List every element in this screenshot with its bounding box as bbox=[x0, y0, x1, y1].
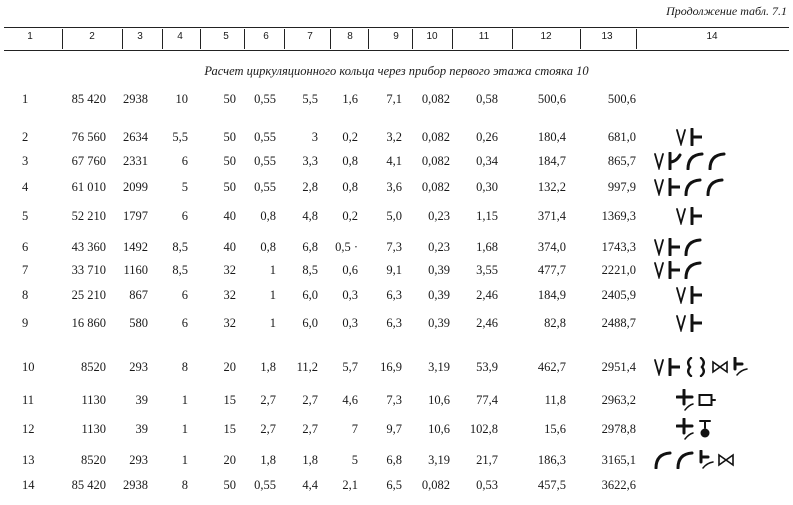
table-cell-col-3: 2938 bbox=[123, 92, 148, 106]
table-cell-col-5: 15 bbox=[223, 422, 236, 436]
cross-flow-icon bbox=[676, 418, 694, 440]
table-cell-col-5: 50 bbox=[223, 180, 236, 194]
table-cell-col-9: 9,1 bbox=[386, 263, 402, 277]
table-cell-col-12: 15,6 bbox=[544, 422, 566, 436]
header-separator bbox=[368, 29, 369, 49]
table-cell-col-10: 0,39 bbox=[428, 288, 450, 302]
table-cell-col-10: 0,39 bbox=[428, 263, 450, 277]
table-cell-col-6: 0,55 bbox=[254, 478, 276, 492]
table-cell-col-7: 3,3 bbox=[302, 154, 318, 168]
header-separator bbox=[162, 29, 163, 49]
table-cell-col-6: 1 bbox=[269, 316, 276, 330]
table-row bbox=[0, 88, 793, 110]
table-cell-col-9: 5,0 bbox=[386, 209, 402, 223]
table-cell-col-8: 0,3 bbox=[342, 288, 358, 302]
table-cell-col-12: 371,4 bbox=[537, 209, 566, 223]
header-separator bbox=[122, 29, 123, 49]
arrow-down-icon bbox=[676, 128, 686, 146]
table-cell-col-6: 1,8 bbox=[260, 453, 276, 467]
table-cell-col-12: 500,6 bbox=[537, 92, 566, 106]
table-cell-col-5: 50 bbox=[223, 478, 236, 492]
header-separator bbox=[284, 29, 285, 49]
table-cell-col-8: 2,1 bbox=[342, 478, 358, 492]
table-cell-col-2: 76 560 bbox=[71, 130, 106, 144]
header-separator bbox=[244, 29, 245, 49]
table-cell-col-6: 0,55 bbox=[254, 92, 276, 106]
table-cell-col-5: 15 bbox=[223, 393, 236, 407]
table-cell-col-7: 8,5 bbox=[302, 263, 318, 277]
table-cell-col-6: 1,8 bbox=[260, 360, 276, 374]
table-cell-col-7: 6,8 bbox=[302, 240, 318, 254]
table-cell-col-5: 50 bbox=[223, 130, 236, 144]
header-separator bbox=[330, 29, 331, 49]
cross-flow-icon bbox=[676, 389, 694, 411]
tee-icon bbox=[668, 261, 680, 279]
table-cell-col-10: 0,082 bbox=[421, 130, 450, 144]
table-cell-col-10: 0,23 bbox=[428, 209, 450, 223]
table-cell-col-11: 0,53 bbox=[476, 478, 498, 492]
table-cell-col-4: 8 bbox=[181, 360, 188, 374]
fitting-symbols bbox=[676, 418, 712, 440]
table-cell-col-6: 0,55 bbox=[254, 130, 276, 144]
table-cell-col-10: 0,39 bbox=[428, 316, 450, 330]
table-cell-col-10: 3,19 bbox=[428, 360, 450, 374]
fitting-symbols bbox=[676, 126, 702, 148]
arrow-down-icon bbox=[654, 152, 664, 170]
table-cell-col-2: 52 210 bbox=[71, 209, 106, 223]
table-cell-col-3: 2938 bbox=[123, 478, 148, 492]
table-cell-col-10: 10,6 bbox=[428, 422, 450, 436]
arrow-down-icon bbox=[654, 261, 664, 279]
table-cell-col-2: 1130 bbox=[81, 393, 106, 407]
table-cell-col-12: 11,8 bbox=[544, 393, 566, 407]
arrow-down-icon bbox=[676, 207, 686, 225]
table-cell-col-3: 2634 bbox=[123, 130, 148, 144]
table-cell-col-7: 4,8 bbox=[302, 209, 318, 223]
table-cell-col-3: 867 bbox=[129, 288, 148, 302]
table-row bbox=[0, 150, 793, 172]
column-header-12: 12 bbox=[540, 31, 552, 42]
table-cell-col-2: 16 860 bbox=[71, 316, 106, 330]
table-cell-col-9: 6,5 bbox=[386, 478, 402, 492]
table-cell-col-4: 8,5 bbox=[172, 263, 188, 277]
table-cell-col-2: 43 360 bbox=[71, 240, 106, 254]
valve-icon bbox=[718, 453, 734, 467]
header-separator bbox=[200, 29, 201, 49]
table-cell-col-2: 25 210 bbox=[71, 288, 106, 302]
elbow-icon bbox=[684, 238, 702, 256]
table-cell-col-11: 102,8 bbox=[469, 422, 498, 436]
table-cell-col-1: 12 bbox=[22, 422, 35, 436]
table-cell-col-12: 82,8 bbox=[544, 316, 566, 330]
table-cell-col-12: 477,7 bbox=[537, 263, 566, 277]
table-cell-col-10: 0,082 bbox=[421, 92, 450, 106]
table-cell-col-9: 6,3 bbox=[386, 316, 402, 330]
table-cell-col-13: 2951,4 bbox=[601, 360, 636, 374]
table-row bbox=[0, 356, 793, 378]
table-cell-col-7: 3 bbox=[311, 130, 318, 144]
table-cell-col-7: 6,0 bbox=[302, 316, 318, 330]
table-cell-col-2: 85 420 bbox=[71, 478, 106, 492]
table-cell-col-8: 0,6 bbox=[342, 263, 358, 277]
table-cell-col-8: 0,5 · bbox=[335, 240, 358, 254]
fitting-symbols bbox=[654, 150, 726, 172]
table-cell-col-2: 33 710 bbox=[71, 263, 106, 277]
fitting-symbols bbox=[654, 449, 734, 471]
table-cell-col-7: 5,5 bbox=[302, 92, 318, 106]
table-cell-col-7: 11,2 bbox=[296, 360, 318, 374]
table-cell-col-5: 32 bbox=[223, 288, 236, 302]
table-cell-col-9: 9,7 bbox=[386, 422, 402, 436]
table-cell-col-3: 580 bbox=[129, 316, 148, 330]
table-cell-col-10: 10,6 bbox=[428, 393, 450, 407]
table-cell-col-9: 3,6 bbox=[386, 180, 402, 194]
table-cell-col-12: 457,5 bbox=[537, 478, 566, 492]
elbow-icon bbox=[654, 451, 672, 469]
table-cell-col-3: 1160 bbox=[123, 263, 148, 277]
table-cell-col-13: 2221,0 bbox=[601, 263, 636, 277]
table-cell-col-6: 2,7 bbox=[260, 393, 276, 407]
table-row bbox=[0, 389, 793, 411]
table-cell-col-7: 1,8 bbox=[302, 453, 318, 467]
table-cell-col-3: 2099 bbox=[123, 180, 148, 194]
table-cell-col-4: 6 bbox=[181, 288, 188, 302]
table-cell-col-11: 2,46 bbox=[476, 316, 498, 330]
elbow-icon bbox=[676, 451, 694, 469]
table-cell-col-3: 39 bbox=[135, 393, 148, 407]
table-cell-col-6: 0,8 bbox=[260, 209, 276, 223]
table-cell-col-10: 0,082 bbox=[421, 180, 450, 194]
table-cell-col-8: 0,3 bbox=[342, 316, 358, 330]
elbow-icon bbox=[684, 178, 702, 196]
column-header-11: 11 bbox=[478, 31, 490, 42]
table-cell-col-12: 186,3 bbox=[537, 453, 566, 467]
table-cell-col-10: 3,19 bbox=[428, 453, 450, 467]
table-cell-col-8: 5 bbox=[351, 453, 358, 467]
table-row bbox=[0, 126, 793, 148]
table-cell-col-8: 0,8 bbox=[342, 154, 358, 168]
table-cell-col-5: 20 bbox=[223, 453, 236, 467]
column-header-3: 3 bbox=[137, 31, 143, 42]
column-header-9: 9 bbox=[393, 31, 399, 42]
table-cell-col-5: 32 bbox=[223, 263, 236, 277]
table-cell-col-4: 8 bbox=[181, 478, 188, 492]
table-cell-col-4: 6 bbox=[181, 316, 188, 330]
table-cell-col-6: 0,8 bbox=[260, 240, 276, 254]
table-cell-col-5: 40 bbox=[223, 240, 236, 254]
bypass-right-icon bbox=[698, 357, 708, 377]
table-cell-col-11: 77,4 bbox=[476, 393, 498, 407]
table-cell-col-8: 1,6 bbox=[342, 92, 358, 106]
arrow-down-icon bbox=[654, 238, 664, 256]
column-header-10: 10 bbox=[426, 31, 438, 42]
table-cell-col-13: 2405,9 bbox=[601, 288, 636, 302]
table-cell-col-5: 32 bbox=[223, 316, 236, 330]
table-cell-col-7: 2,7 bbox=[302, 422, 318, 436]
table-cell-col-7: 2,8 bbox=[302, 180, 318, 194]
table-cell-col-11: 1,15 bbox=[476, 209, 498, 223]
table-cell-col-11: 0,58 bbox=[476, 92, 498, 106]
tee-icon bbox=[690, 314, 702, 332]
table-cell-col-9: 4,1 bbox=[386, 154, 402, 168]
tee-flow-icon bbox=[732, 357, 748, 377]
table-cell-col-3: 2331 bbox=[123, 154, 148, 168]
table-cell-col-5: 40 bbox=[223, 209, 236, 223]
header-separator bbox=[512, 29, 513, 49]
header-separator bbox=[412, 29, 413, 49]
table-cell-col-1: 6 bbox=[22, 240, 29, 254]
elbow-icon bbox=[686, 152, 704, 170]
fitting-symbols bbox=[654, 236, 702, 258]
table-cell-col-8: 7 bbox=[351, 422, 358, 436]
table-cell-col-7: 6,0 bbox=[302, 288, 318, 302]
table-cell-col-4: 5,5 bbox=[172, 130, 188, 144]
arrow-down-icon bbox=[654, 358, 664, 376]
column-header-1: 1 bbox=[27, 31, 33, 42]
table-cell-col-2: 61 010 bbox=[71, 180, 106, 194]
table-cell-col-8: 4,6 bbox=[342, 393, 358, 407]
table-cell-col-11: 21,7 bbox=[476, 453, 498, 467]
table-cell-col-6: 0,55 bbox=[254, 154, 276, 168]
column-header-4: 4 bbox=[177, 31, 183, 42]
fitting-symbols bbox=[676, 389, 716, 411]
table-cell-col-6: 1 bbox=[269, 263, 276, 277]
table-cell-col-1: 5 bbox=[22, 209, 29, 223]
header-separator bbox=[62, 29, 63, 49]
table-cell-col-13: 2963,2 bbox=[601, 393, 636, 407]
table-cell-col-3: 293 bbox=[129, 360, 148, 374]
table-cell-col-4: 1 bbox=[181, 393, 188, 407]
table-cell-col-9: 7,3 bbox=[386, 240, 402, 254]
table-cell-col-1: 3 bbox=[22, 154, 29, 168]
table-cell-col-2: 8520 bbox=[81, 360, 106, 374]
table-cell-col-13: 3622,6 bbox=[601, 478, 636, 492]
tee-icon bbox=[690, 286, 702, 304]
table-cell-col-4: 6 bbox=[181, 154, 188, 168]
header-separator bbox=[580, 29, 581, 49]
section-subtitle: Расчет циркуляционного кольца через прибор первого этажа стояка 10 bbox=[204, 64, 589, 78]
table-cell-col-10: 0,082 bbox=[421, 154, 450, 168]
fitting-symbols bbox=[676, 284, 702, 306]
tee-icon bbox=[668, 178, 680, 196]
table-cell-col-12: 184,7 bbox=[537, 154, 566, 168]
table-cell-col-12: 184,9 bbox=[537, 288, 566, 302]
table-cell-col-1: 9 bbox=[22, 316, 29, 330]
table-row bbox=[0, 284, 793, 306]
elbow-icon bbox=[684, 261, 702, 279]
table-cell-col-1: 14 bbox=[22, 478, 35, 492]
table-cell-col-9: 16,9 bbox=[380, 360, 402, 374]
table-cell-col-2: 85 420 bbox=[71, 92, 106, 106]
table-caption: Продолжение табл. 7.1 bbox=[666, 4, 787, 18]
table-cell-col-4: 1 bbox=[181, 422, 188, 436]
table-cell-col-4: 6 bbox=[181, 209, 188, 223]
fitting-symbols bbox=[676, 312, 702, 334]
header-top-rule bbox=[4, 27, 789, 28]
table-cell-col-13: 2978,8 bbox=[601, 422, 636, 436]
table-cell-col-3: 1797 bbox=[123, 209, 148, 223]
table-cell-col-4: 1 bbox=[181, 453, 188, 467]
table-cell-col-13: 500,6 bbox=[607, 92, 636, 106]
table-cell-col-8: 5,7 bbox=[342, 360, 358, 374]
column-header-5: 5 bbox=[223, 31, 229, 42]
table-cell-col-6: 2,7 bbox=[260, 422, 276, 436]
table-cell-col-4: 10 bbox=[175, 92, 188, 106]
table-cell-col-3: 1492 bbox=[123, 240, 148, 254]
table-cell-col-4: 8,5 bbox=[172, 240, 188, 254]
arrow-down-icon bbox=[676, 314, 686, 332]
table-cell-col-13: 681,0 bbox=[607, 130, 636, 144]
table-cell-col-13: 2488,7 bbox=[601, 316, 636, 330]
table-row bbox=[0, 418, 793, 440]
table-cell-col-8: 0,2 bbox=[342, 130, 358, 144]
table-row bbox=[0, 236, 793, 258]
elbow-icon bbox=[708, 152, 726, 170]
fitting-symbols bbox=[654, 176, 724, 198]
table-cell-col-1: 13 bbox=[22, 453, 35, 467]
tee-icon bbox=[668, 238, 680, 256]
table-cell-col-2: 8520 bbox=[81, 453, 106, 467]
table-cell-col-11: 0,30 bbox=[476, 180, 498, 194]
table-cell-col-1: 10 bbox=[22, 360, 35, 374]
table-cell-col-7: 4,4 bbox=[302, 478, 318, 492]
table-cell-col-1: 8 bbox=[22, 288, 29, 302]
table-cell-col-11: 0,26 bbox=[476, 130, 498, 144]
table-cell-col-1: 2 bbox=[22, 130, 29, 144]
fitting-symbols bbox=[676, 205, 702, 227]
table-cell-col-5: 50 bbox=[223, 154, 236, 168]
table-cell-col-11: 2,46 bbox=[476, 288, 498, 302]
column-header-13: 13 bbox=[601, 31, 613, 42]
header-separator bbox=[452, 29, 453, 49]
table-cell-col-3: 39 bbox=[135, 422, 148, 436]
table-cell-col-1: 1 bbox=[22, 92, 29, 106]
table-cell-col-10: 0,23 bbox=[428, 240, 450, 254]
fitting-symbols bbox=[654, 259, 702, 281]
table-cell-col-5: 50 bbox=[223, 92, 236, 106]
table-cell-col-5: 20 bbox=[223, 360, 236, 374]
table-cell-col-1: 11 bbox=[22, 393, 35, 407]
table-row bbox=[0, 474, 793, 496]
column-header-6: 6 bbox=[263, 31, 269, 42]
bypass-left-icon bbox=[684, 357, 694, 377]
table-cell-col-2: 67 760 bbox=[71, 154, 106, 168]
thermostat-icon bbox=[698, 419, 712, 439]
table-cell-col-12: 374,0 bbox=[537, 240, 566, 254]
table-cell-col-9: 7,1 bbox=[386, 92, 402, 106]
table-cell-col-13: 1369,3 bbox=[601, 209, 636, 223]
table-cell-col-13: 1743,3 bbox=[601, 240, 636, 254]
table-cell-col-12: 132,2 bbox=[537, 180, 566, 194]
table-cell-col-3: 293 bbox=[129, 453, 148, 467]
table-cell-col-9: 3,2 bbox=[386, 130, 402, 144]
tee-branch-icon bbox=[668, 152, 682, 170]
table-cell-col-9: 7,3 bbox=[386, 393, 402, 407]
arrow-down-icon bbox=[676, 286, 686, 304]
elbow-icon bbox=[706, 178, 724, 196]
table-cell-col-8: 0,2 bbox=[342, 209, 358, 223]
radiator-icon bbox=[698, 393, 716, 407]
table-cell-col-6: 1 bbox=[269, 288, 276, 302]
valve-icon bbox=[712, 360, 728, 374]
table-row bbox=[0, 205, 793, 227]
table-row bbox=[0, 176, 793, 198]
tee-icon bbox=[690, 207, 702, 225]
header-bottom-rule bbox=[4, 50, 789, 51]
table-cell-col-2: 1130 bbox=[81, 422, 106, 436]
tee-flow-icon bbox=[698, 450, 714, 470]
table-cell-col-13: 865,7 bbox=[607, 154, 636, 168]
table-cell-col-13: 3165,1 bbox=[601, 453, 636, 467]
column-header-2: 2 bbox=[89, 31, 95, 42]
table-cell-col-10: 0,082 bbox=[421, 478, 450, 492]
table-cell-col-1: 7 bbox=[22, 263, 29, 277]
table-cell-col-13: 997,9 bbox=[607, 180, 636, 194]
table-cell-col-6: 0,55 bbox=[254, 180, 276, 194]
table-cell-col-8: 0,8 bbox=[342, 180, 358, 194]
table-cell-col-12: 462,7 bbox=[537, 360, 566, 374]
column-header-14: 14 bbox=[706, 31, 718, 42]
table-cell-col-7: 2,7 bbox=[302, 393, 318, 407]
header-separator bbox=[636, 29, 637, 49]
arrow-down-icon bbox=[654, 178, 664, 196]
tee-icon bbox=[668, 358, 680, 376]
fitting-symbols bbox=[654, 356, 748, 378]
tee-icon bbox=[690, 128, 702, 146]
table-cell-col-11: 3,55 bbox=[476, 263, 498, 277]
column-header-8: 8 bbox=[347, 31, 353, 42]
table-row bbox=[0, 312, 793, 334]
table-row bbox=[0, 259, 793, 281]
table-cell-col-1: 4 bbox=[22, 180, 29, 194]
table-cell-col-12: 180,4 bbox=[537, 130, 566, 144]
table-cell-col-11: 1,68 bbox=[476, 240, 498, 254]
table-row bbox=[0, 449, 793, 471]
table-cell-col-11: 0,34 bbox=[476, 154, 498, 168]
table-cell-col-9: 6,8 bbox=[386, 453, 402, 467]
column-header-7: 7 bbox=[307, 31, 313, 42]
table-cell-col-4: 5 bbox=[181, 180, 188, 194]
table-cell-col-9: 6,3 bbox=[386, 288, 402, 302]
table-cell-col-11: 53,9 bbox=[476, 360, 498, 374]
